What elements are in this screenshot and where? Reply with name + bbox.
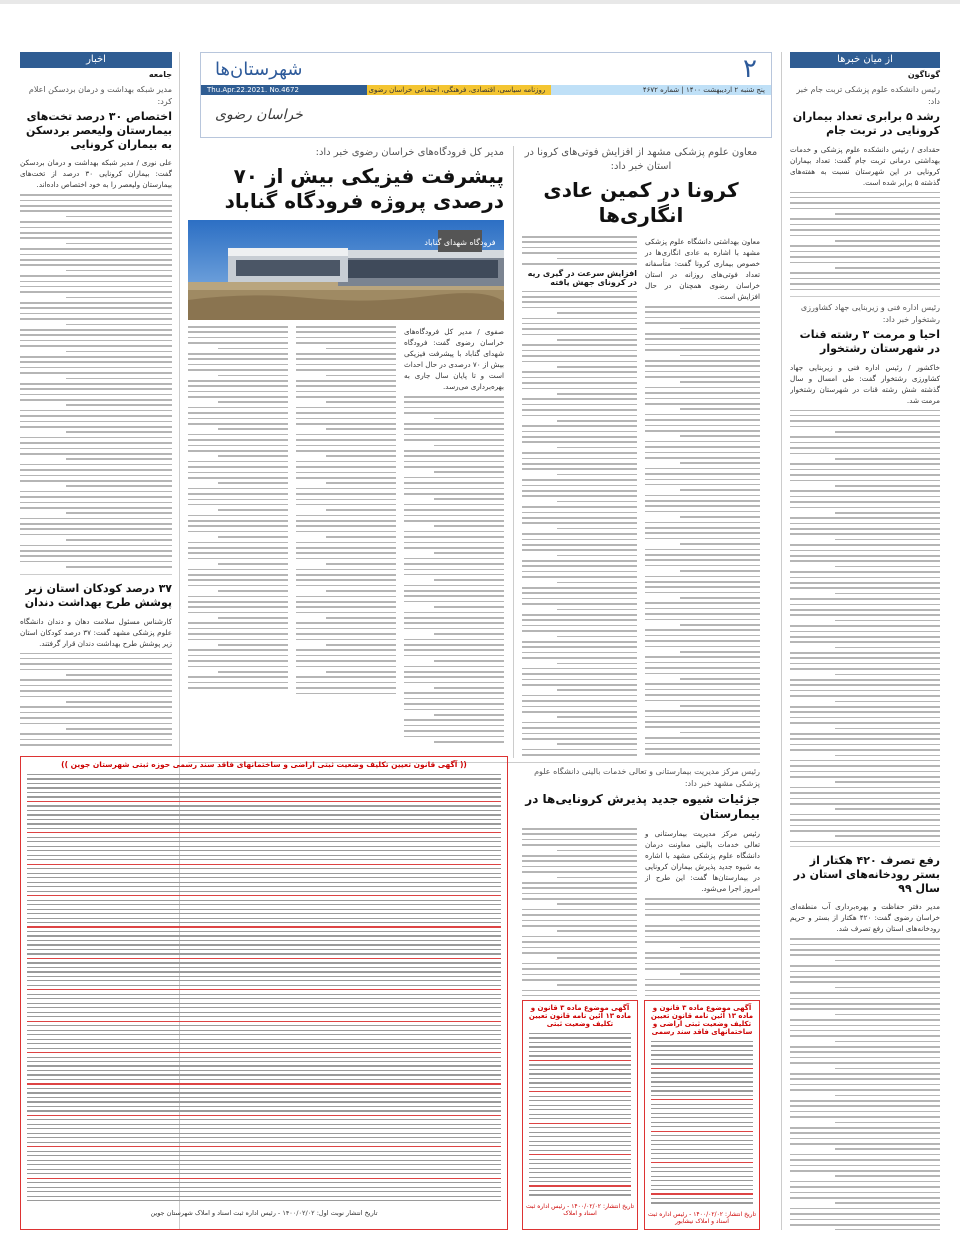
airport-photo-image — [188, 220, 504, 320]
story-lead: مدیر دفتر حفاظت و بهره‌برداری آب منطقه‌ای خراسان رضوی گفت: ۴۲۰ هکتار از بستر و حریم رودخانه‌های استان رفع تصرف شد. — [790, 902, 940, 934]
story-body-lines — [296, 326, 396, 694]
story-column-right — [645, 236, 760, 758]
right-story-2 — [790, 302, 940, 842]
date-english: Thu.Apr.22.2021. No.4672 — [201, 85, 367, 95]
story-lead: علی نوری / مدیر شبکه بهداشت و درمان بردسکن گفت: بیماران کرونایی ۳۰ درصد از تخت‌های بیمارستان ولیعصر را به خود اختصاص داده‌اند. — [20, 158, 172, 190]
story-kicker: معاون علوم پزشکی مشهد از افزایش فوتی‌های کرونا در استان خبر داد: — [524, 147, 758, 172]
story-lead: کارشناس مسئول سلامت دهان و دندان دانشگاه علوم پزشکی مشهد گفت: ۳۷ درصد کودکان استان زیر پوشش طرح بهداشت دندان قرار گرفتند. — [20, 616, 172, 648]
ad-title: آگهی موضوع ماده ۳ قانون و ماده ۱۳ آئین نامه قانون تعیین تکلیف وضعیت ثبتی اراضی و ساختمانهای فاقد سند رسمی — [650, 1004, 754, 1036]
story-body: معاون بهداشتی دانشگاه علوم پزشکی مشهد با اشاره به عادی انگاری‌ها در خصوص بیماری کرونا گفت: متأسفانه تعداد فوتی‌های روزانه در استان خراسان رضوی همچنان در حال افزایش است. — [645, 237, 760, 301]
story-kicker: رئیس دانشکده علوم پزشکی تربت جام خبر داد: — [796, 85, 940, 106]
top-border — [0, 0, 960, 4]
legal-ad-box-2 — [522, 1000, 638, 1230]
story-body-lines — [645, 306, 760, 758]
story-column-3 — [188, 326, 288, 746]
story-column-right — [645, 828, 760, 996]
section-title: شهرستان‌ها — [215, 58, 303, 80]
legal-ad-box-1 — [644, 1000, 760, 1230]
airport-story — [188, 146, 504, 746]
masthead-title-row — [201, 53, 771, 85]
story-column-left — [522, 828, 637, 996]
story-headline: اختصاص ۳۰ درصد تخت‌های بیمارستان ولیعصر بردسکن به بیماران کرونایی — [25, 110, 172, 151]
divider — [20, 574, 172, 575]
divider — [790, 296, 940, 297]
ad-title: (( آگهی قانون تعیین تکلیف وضعیت ثبتی اراضی و ساختمانهای فاقد سند رسمی حوزه ثبتی شهرستان جوین )) — [61, 760, 467, 769]
right-column-sub: گوناگون — [907, 70, 940, 79]
story-body-lines — [404, 396, 504, 743]
story-body-lines — [790, 192, 940, 295]
page-number: ۲ — [743, 54, 757, 84]
story-columns — [522, 828, 760, 996]
story-lead: حقدادی / رئیس دانشکده علوم پزشکی و خدمات بهداشتی درمانی تربت جام گفت: تعداد بیماران کرونایی در این شهرستان نسبت به هفته‌های گذشته ۵ برابر شده است. — [790, 144, 940, 187]
corona-story — [522, 146, 760, 758]
masthead — [200, 52, 772, 138]
story-headline: پیشرفت فیزیکی بیش از ۷۰ درصدی پروژه فرودگاه گناباد — [224, 164, 504, 213]
story-kicker: مدیر شبکه بهداشت و درمان بردسکن اعلام کرد: — [28, 85, 172, 106]
issue-info: پنج شنبه ۲ اردیبهشت ۱۴۰۰ | شماره ۴۶۷۲ — [551, 85, 771, 95]
story-headline: ۳۷ درصد کودکان استان زیر پوشش طرح بهداشت دندان — [24, 582, 172, 609]
story-kicker: رئیس مرکز مدیریت بیمارستانی و تعالی خدمات بالینی دانشگاه علوم پزشکی مشهد خبر داد: — [534, 767, 760, 788]
story-body-lines — [790, 938, 940, 1230]
left-story-2 — [20, 580, 172, 750]
right-story-1 — [790, 84, 940, 294]
ad-footer: تاریخ انتشار: ۱۴۰۰/۰۲/۰۲ - رئیس اداره ثبت اسناد و املاک — [525, 1202, 635, 1217]
story-body-lines — [522, 828, 637, 996]
story-headline: احیا و مرمت ۳ رشته قنات در شهرستان رشتخوار — [799, 328, 940, 355]
story-subhead: افزایش سرعت در گیری ریه در کرونای جهش یافته — [527, 268, 637, 287]
story-headline: رشد ۵ برابری تعداد بیماران کرونایی در تربت جام — [792, 110, 940, 137]
divider — [790, 846, 940, 847]
story-headline: کرونا در کمین عادی انگاری‌ها — [543, 178, 739, 227]
ad-footer: تاریخ انتشار نوبت اول: ۱۴۰۰/۰۲/۰۲ - رئیس اداره ثبت اسناد و املاک شهرستان جوین — [150, 1208, 378, 1217]
logo-text: خراسان رضوی — [215, 107, 303, 123]
story-column-2 — [296, 326, 396, 746]
ad-title: آگهی موضوع ماده ۳ قانون و ماده ۱۳ آئین نامه قانون تعیین تکلیف وضعیت ثبتی — [528, 1004, 632, 1028]
ad-body-lines — [21, 772, 507, 1207]
story-column-1 — [404, 326, 504, 746]
right-story-3 — [790, 852, 940, 1230]
story-body-lines — [790, 410, 940, 843]
story-body-lines — [522, 236, 637, 265]
story-kicker: رئیس اداره فنی و زیربنایی جهاد کشاورزی رشتخوار خبر داد: — [800, 303, 940, 324]
airport-photo — [188, 220, 504, 320]
left-column-header: اخبار — [20, 52, 172, 68]
legal-ad-main — [20, 756, 508, 1230]
story-body-lines — [645, 898, 760, 996]
hospital-story — [522, 766, 760, 996]
story-body-lines — [20, 653, 172, 751]
photo-sign-text: فرودگاه شهدای گناباد — [424, 238, 496, 247]
story-column-left — [522, 236, 637, 758]
story-body: رئیس مرکز مدیریت بیمارستانی و تعالی خدمات بالینی معاونت درمان دانشگاه علوم پزشکی مشهد با اشاره به شیوه جدید پذیرش بیماران کرونایی در بیمارستان‌ها گفت: این طرح از امروز اجرا می‌شود. — [645, 829, 760, 893]
masthead-info-strip — [201, 85, 771, 95]
story-body-lines — [20, 194, 172, 568]
newspaper-page — [20, 40, 940, 1230]
story-headline: رفع تصرف ۴۲۰ هکتار از بستر رودخانه‌های استان در سال ۹۹ — [793, 854, 940, 895]
story-body: صفوی / مدیر کل فرودگاه‌های خراسان رضوی گفت: فرودگاه شهدای گناباد با پیشرفت فیزیکی بیش از ۷۰ درصدی در حال احداث است و تا پایان سال جاری به بهره‌برداری می‌رسد. — [404, 327, 504, 391]
left-column-sub: جامعه — [148, 70, 172, 79]
story-body-lines — [188, 326, 288, 689]
story-headline: جزئیات شیوه جدید پذیرش کرونایی‌ها در بیمارستان — [525, 792, 760, 821]
newspaper-logo — [201, 95, 771, 135]
story-lead: خاکشور / رئیس اداره فنی و زیربنایی جهاد کشاورزی رشتخوار گفت: طی امسال و سال گذشته شش رشته قنات در شهرستان رشتخوار مرمت شد. — [790, 362, 940, 405]
ad-body-lines — [523, 1031, 637, 1201]
story-columns — [188, 326, 504, 746]
tagline: روزنامه سیاسی، اقتصادی، فرهنگی، اجتماعی خراسان رضوی — [367, 85, 551, 95]
story-kicker: مدیر کل فرودگاه‌های خراسان رضوی خبر داد: — [315, 147, 504, 158]
column-divider — [781, 52, 782, 1230]
column-divider — [513, 146, 514, 758]
story-columns — [522, 236, 760, 758]
right-column-header: از میان خبرها — [790, 52, 940, 68]
left-story-1 — [20, 84, 172, 570]
story-body-lines — [522, 291, 637, 758]
ad-body-lines — [645, 1039, 759, 1209]
ad-footer: تاریخ انتشار: ۱۴۰۰/۰۲/۰۲ - رئیس اداره ثبت اسناد و املاک نیشابور — [647, 1210, 757, 1225]
